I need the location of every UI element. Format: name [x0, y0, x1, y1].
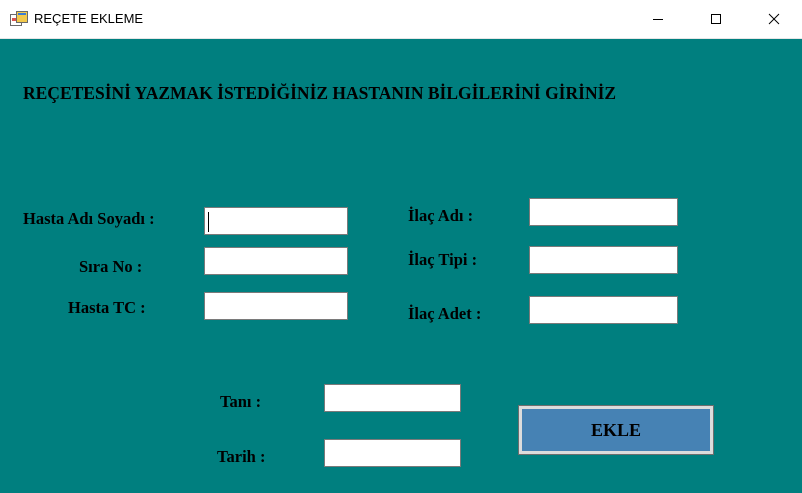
maximize-button[interactable]	[688, 0, 744, 38]
maximize-icon	[710, 13, 722, 25]
text-caret	[208, 212, 209, 232]
ilac-adi-input[interactable]	[529, 198, 678, 226]
window-title: REÇETE EKLEME	[34, 11, 144, 26]
tarih-label: Tarih :	[217, 447, 266, 466]
form-heading: REÇETESİNİ YAZMAK İSTEDİĞİNİZ HASTANIN BİLGİLERİNİ GİRİNİZ	[23, 83, 617, 103]
hasta-tc-input[interactable]	[204, 292, 348, 320]
hasta-tc-label: Hasta TC :	[68, 298, 146, 317]
tarih-input[interactable]	[324, 439, 461, 467]
tani-label: Tanı :	[220, 392, 262, 411]
ilac-tipi-input[interactable]	[529, 246, 678, 274]
hasta-adi-label: Hasta Adı Soyadı :	[23, 209, 155, 228]
ilac-adet-label: İlaç Adet :	[408, 304, 482, 323]
hasta-adi-input[interactable]	[204, 207, 348, 235]
sira-no-input[interactable]	[204, 247, 348, 275]
minimize-icon	[652, 13, 664, 25]
minimize-button[interactable]	[630, 0, 686, 38]
ekle-button[interactable]: EKLE	[519, 406, 713, 454]
app-form-icon	[10, 11, 28, 27]
ilac-tipi-label: İlaç Tipi :	[408, 250, 478, 269]
close-button[interactable]	[746, 0, 802, 38]
ilac-adet-input[interactable]	[529, 296, 678, 324]
sira-no-label: Sıra No :	[79, 257, 143, 276]
ilac-adi-label: İlaç Adı :	[408, 206, 474, 225]
title-bar[interactable]	[0, 0, 802, 39]
close-icon	[768, 13, 780, 25]
tani-input[interactable]	[324, 384, 461, 412]
